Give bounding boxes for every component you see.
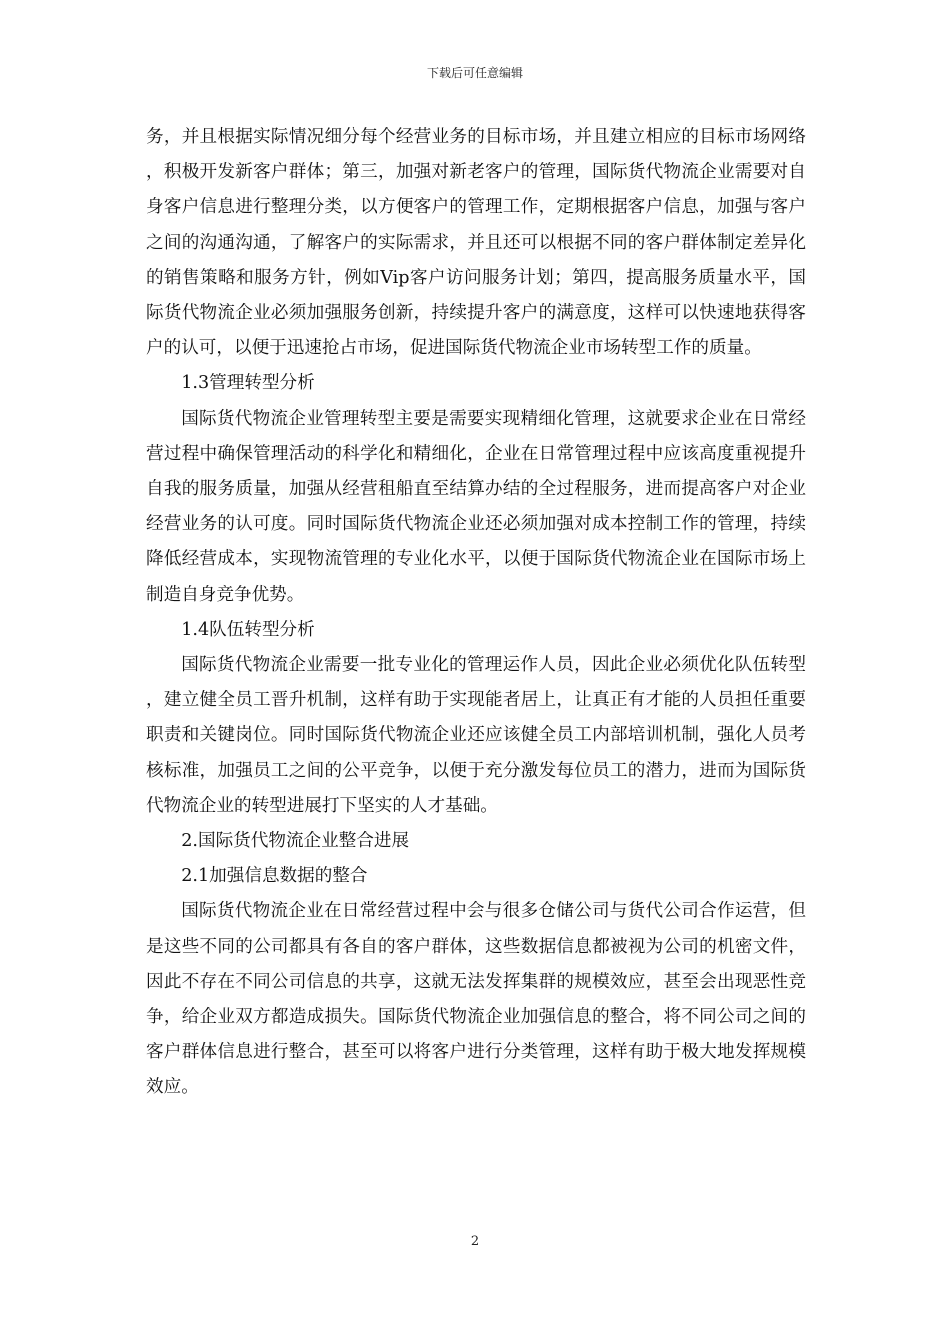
- paragraph-market-transformation-continued: 务，并且根据实际情况细分每个经营业务的目标市场，并且建立相应的目标市场网络，积极开发新客户群体；第三，加强对新老客户的管理，国际货代物流企业需要对自身客户信息进行整理分类，以方便客户的管理工作，定期根据客户信息，加强与客户之间的沟通沟通，了解客户的实际需求，并且还可以根据不同的客户群体制定差异化的销售策略和服务方针，例如Vip客户访问服务计划；第四，提高服务质量水平，国际货代物流企业必须加强服务创新，持续提升客户的满意度，这样可以快速地获得客户的认可，以便于迅速抢占市场，促进国际货代物流企业市场转型工作的质量。: [146, 127, 806, 359]
- heading-2-integration-progress: 2.国际货代物流企业整合进展: [181, 831, 410, 852]
- heading-1-4-team-transformation: 1.4队伍转型分析: [181, 619, 315, 640]
- document-body: [146, 120, 806, 1106]
- paragraph-information-integration: 国际货代物流企业在日常经营过程中会与很多仓储公司与货代公司合作运营，但是这些不同的公司都具有各自的客户群体，这些数据信息都被视为公司的机密文件，因此不存在不同公司信息的共享，这就无法发挥集群的规模效应，甚至会出现恶性竞争，给企业双方都造成损失。国际货代物流企业加强信息的整合，将不同公司之间的客户群体信息进行整合，甚至可以将客户进行分类管理，这样有助于极大地发挥规模效应。: [146, 901, 806, 1098]
- page-header: 下载后可任意编辑: [426, 66, 523, 80]
- heading-1-3-management-transformation: 1.3管理转型分析: [181, 373, 315, 394]
- page-number: 2: [470, 1234, 480, 1249]
- heading-2-1-information-integration: 2.1加强信息数据的整合: [181, 866, 368, 887]
- paragraph-management-transformation: 国际货代物流企业管理转型主要是需要实现精细化管理，这就要求企业在日常经营过程中确保管理活动的科学化和精细化，企业在日常管理过程中应该高度重视提升自我的服务质量，加强从经营租船直至结算办结的全过程服务，进而提高客户对企业经营业务的认可度。同时国际货代物流企业还必须加强对成本控制工作的管理，持续降低经营成本，实现物流管理的专业化水平，以便于国际货代物流企业在国际市场上制造自身竞争优势。: [146, 408, 806, 605]
- paragraph-team-transformation: 国际货代物流企业需要一批专业化的管理运作人员，因此企业必须优化队伍转型，建立健全员工晋升机制，这样有助于实现能者居上，让真正有才能的人员担任重要职责和关键岗位。同时国际货代物流企业还应该健全员工内部培训机制，强化人员考核标准，加强员工之间的公平竞争，以便于充分激发每位员工的潜力，进而为国际货代物流企业的转型进展打下坚实的人才基础。: [146, 655, 806, 816]
